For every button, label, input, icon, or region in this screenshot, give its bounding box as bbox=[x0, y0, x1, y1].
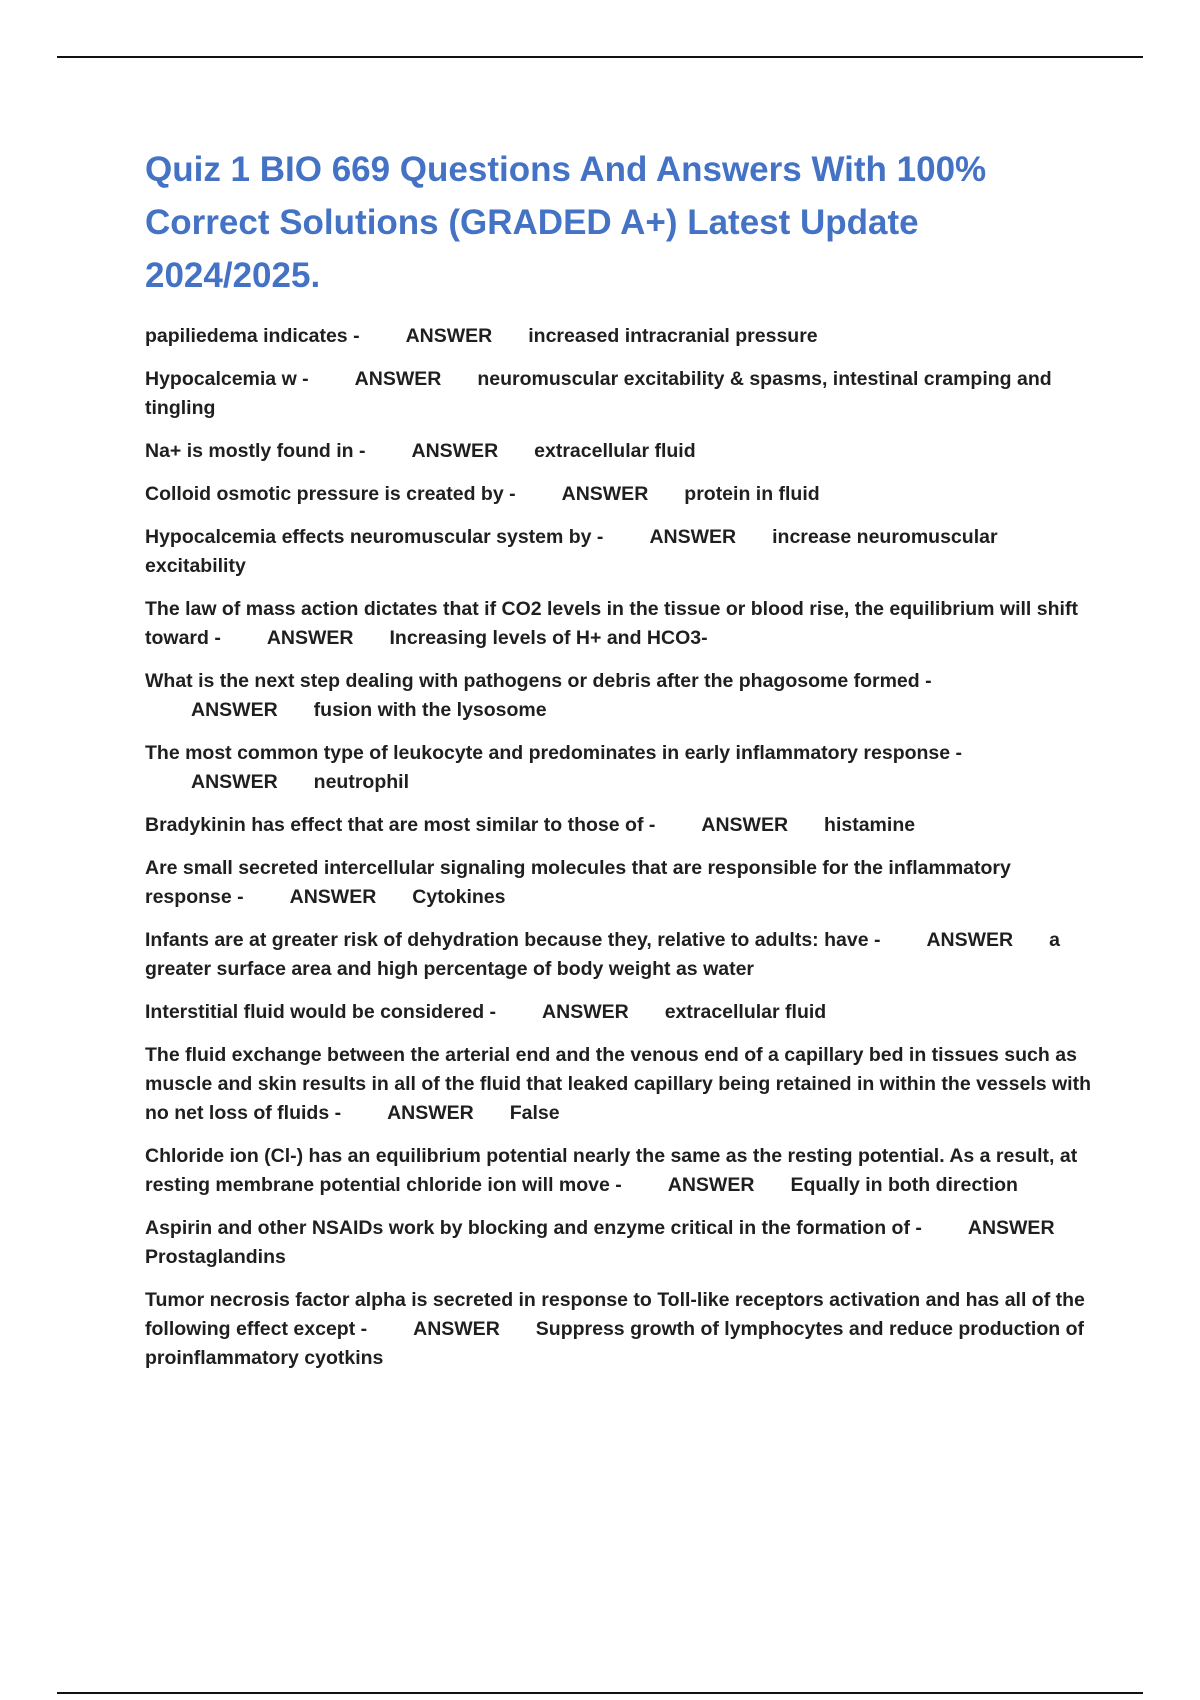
answer-text: Suppress growth of lymphocytes and reduce production of proinflammatory cyotkins bbox=[145, 1318, 1084, 1369]
question-text: The fluid exchange between the arterial end and the venous end of a capillary bed in tissues such as muscle and skin results in all of the fluid that leaked capillary being retained in within the vessels with no net loss of fluids - bbox=[145, 1044, 1091, 1124]
question-text: The most common type of leukocyte and predominates in early inflammatory response - bbox=[145, 742, 963, 764]
answer-label: ANSWER bbox=[411, 440, 499, 462]
question-text: Bradykinin has effect that are most similar to those of - bbox=[145, 814, 656, 836]
answer-text: Equally in both direction bbox=[790, 1174, 1018, 1196]
document-body bbox=[145, 143, 1095, 1387]
qa-item bbox=[145, 523, 1095, 581]
qa-item bbox=[145, 998, 1095, 1027]
qa-item bbox=[145, 1041, 1095, 1128]
question-text: Infants are at greater risk of dehydration because they, relative to adults: have - bbox=[145, 929, 881, 951]
bottom-rule bbox=[57, 1692, 1143, 1694]
qa-item bbox=[145, 811, 1095, 840]
question-text: Tumor necrosis factor alpha is secreted in response to Toll-like receptors activation and has all of the following effect except - bbox=[145, 1289, 1085, 1340]
qa-item bbox=[145, 739, 1095, 797]
answer-text: fusion with the lysosome bbox=[313, 699, 547, 721]
answer-label: ANSWER bbox=[967, 1217, 1055, 1239]
question-text: papiliedema indicates - bbox=[145, 325, 360, 347]
question-text: Aspirin and other NSAIDs work by blocking and enzyme critical in the formation of - bbox=[145, 1217, 922, 1239]
answer-label: ANSWER bbox=[561, 483, 649, 505]
answer-text: neuromuscular excitability & spasms, intestinal cramping and tingling bbox=[145, 368, 1052, 419]
question-text: Hypocalcemia w - bbox=[145, 368, 309, 390]
answer-text: protein in fluid bbox=[684, 483, 820, 505]
question-text: Colloid osmotic pressure is created by - bbox=[145, 483, 516, 505]
answer-text: neutrophil bbox=[313, 771, 409, 793]
qa-item bbox=[145, 437, 1095, 466]
qa-item bbox=[145, 322, 1095, 351]
answer-text: Cytokines bbox=[412, 886, 506, 908]
answer-text: extracellular fluid bbox=[664, 1001, 827, 1023]
document-title: Quiz 1 BIO 669 Questions And Answers With 100% Correct Solutions (GRADED A+) Latest Update 2024/2025. bbox=[145, 150, 987, 295]
answer-label: ANSWER bbox=[926, 929, 1014, 951]
answer-label: ANSWER bbox=[542, 1001, 629, 1023]
answer-label: ANSWER bbox=[649, 526, 737, 548]
qa-item bbox=[145, 595, 1095, 653]
answer-label: ANSWER bbox=[289, 886, 377, 908]
answer-label: ANSWER bbox=[701, 814, 789, 836]
answer-text: a greater surface area and high percentage of body weight as water bbox=[145, 929, 1060, 980]
qa-item bbox=[145, 1286, 1095, 1373]
question-text: Are small secreted intercellular signaling molecules that are responsible for the inflammatory response - bbox=[145, 857, 1011, 908]
qa-item bbox=[145, 1214, 1095, 1272]
question-text: The law of mass action dictates that if CO2 levels in the tissue or blood rise, the equilibrium will shift toward - bbox=[145, 598, 1078, 649]
question-text: Hypocalcemia effects neuromuscular system by - bbox=[145, 526, 604, 548]
answer-text: False bbox=[509, 1102, 560, 1124]
qa-item bbox=[145, 667, 1095, 725]
answer-text: increased intracranial pressure bbox=[528, 325, 818, 347]
answer-label: ANSWER bbox=[354, 368, 442, 390]
qa-item bbox=[145, 1142, 1095, 1200]
answer-label: ANSWER bbox=[191, 699, 278, 721]
answer-text: extracellular fluid bbox=[534, 440, 696, 462]
answer-text: increase neuromuscular excitability bbox=[145, 526, 998, 577]
top-rule bbox=[57, 56, 1143, 58]
question-text: Na+ is mostly found in - bbox=[145, 440, 366, 462]
answer-label: ANSWER bbox=[667, 1174, 755, 1196]
question-text: Chloride ion (Cl-) has an equilibrium potential nearly the same as the resting potential. As a result, at resting membrane potential chloride ion will move - bbox=[145, 1145, 1078, 1196]
qa-item bbox=[145, 480, 1095, 509]
question-text: Interstitial fluid would be considered - bbox=[145, 1001, 497, 1023]
answer-text: Increasing levels of H+ and HCO3- bbox=[389, 627, 708, 649]
qa-item bbox=[145, 854, 1095, 912]
qa-item bbox=[145, 365, 1095, 423]
answer-label: ANSWER bbox=[387, 1102, 474, 1124]
answer-label: ANSWER bbox=[191, 771, 278, 793]
answer-text: histamine bbox=[824, 814, 916, 836]
question-text: What is the next step dealing with pathogens or debris after the phagosome formed - bbox=[145, 670, 932, 692]
answer-label: ANSWER bbox=[405, 325, 493, 347]
answer-text: Prostaglandins bbox=[145, 1246, 286, 1268]
answer-label: ANSWER bbox=[413, 1318, 500, 1340]
qa-item bbox=[145, 926, 1095, 984]
answer-label: ANSWER bbox=[266, 627, 354, 649]
qa-list bbox=[145, 322, 1095, 1373]
